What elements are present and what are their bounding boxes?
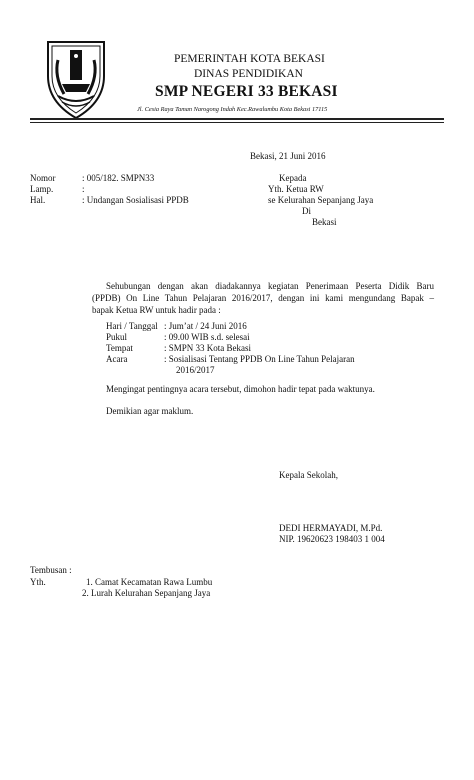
nomor-label: Nomor <box>30 173 56 183</box>
letterhead-department: DINAS PENDIDIKAN <box>194 68 303 80</box>
recipient-kepada: Kepada <box>279 173 307 183</box>
signature-title: Kepala Sekolah, <box>279 470 338 480</box>
event-tempat-value: : SMPN 33 Kota Bekasi <box>164 343 252 353</box>
letterhead-divider-thin <box>30 122 444 123</box>
tembusan-yth: Yth. <box>30 577 46 587</box>
event-tempat-label: Tempat <box>106 343 133 353</box>
event-hari-label: Hari / Tanggal <box>106 321 158 331</box>
letterhead-school-name: SMP NEGERI 33 BEKASI <box>155 83 338 100</box>
city-crest-logo <box>40 36 112 122</box>
body-para1-line1: Sehubungan dengan akan diadakannya kegiatan Penerimaan Peserta Didik Baru <box>106 281 434 291</box>
event-pukul-label: Pukul <box>106 332 128 342</box>
signature-nip: NIP. 19620623 198403 1 004 <box>279 534 385 544</box>
hal-value: : Undangan Sosialisasi PPDB <box>82 195 189 205</box>
recipient-city: Bekasi <box>312 217 337 227</box>
nomor-value: : 005/182. SMPN33 <box>82 173 155 183</box>
letterhead-divider-thick <box>30 118 444 120</box>
body-para1-line2: (PPDB) On Line Tahun Pelajaran 2016/2017, dengan ini kami mengundang Bapak – <box>92 293 434 303</box>
signature-name: DEDI HERMAYADI, M.Pd. <box>279 523 383 533</box>
letterhead-address: Jl. Cesia Raya Taman Narogong Indah Kec.Rawalumbu Kota Bekasi 17115 <box>137 106 328 113</box>
body-para3: Demikian agar maklum. <box>106 406 194 416</box>
event-acara-value-line1: : Sosialisasi Tentang PPDB On Line Tahun Pelajaran <box>164 354 355 364</box>
recipient-di: Di <box>302 206 311 216</box>
recipient-line2: se Kelurahan Sepanjang Jaya <box>268 195 374 205</box>
body-para1-line3: bapak Ketua RW untuk hadir pada : <box>92 305 221 315</box>
letterhead-government: PEMERINTAH KOTA BEKASI <box>174 53 325 65</box>
lamp-label: Lamp. <box>30 184 54 194</box>
lamp-value: : <box>82 184 85 194</box>
event-hari-value: : Jum’at / 24 Juni 2016 <box>164 321 247 331</box>
tembusan-item: 2. Lurah Kelurahan Sepanjang Jaya <box>82 588 211 598</box>
event-acara-label: Acara <box>106 354 128 364</box>
tembusan-label: Tembusan : <box>30 565 72 575</box>
event-pukul-value: : 09.00 WIB s.d. selesai <box>164 332 250 342</box>
place-date: Bekasi, 21 Juni 2016 <box>250 151 326 161</box>
event-acara-value-line2: 2016/2017 <box>176 365 215 375</box>
recipient-line1: Yth. Ketua RW <box>268 184 324 194</box>
hal-label: Hal. <box>30 195 46 205</box>
body-para2: Mengingat pentingnya acara tersebut, dimohon hadir tepat pada waktunya. <box>106 384 375 394</box>
tembusan-item: 1. Camat Kecamatan Rawa Lumbu <box>86 577 213 587</box>
